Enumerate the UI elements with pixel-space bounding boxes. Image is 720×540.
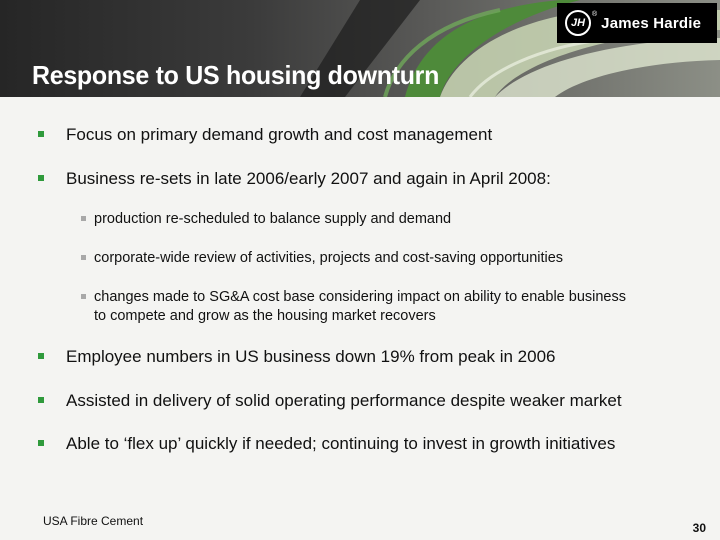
grey-square-bullet-icon <box>81 255 86 260</box>
green-square-bullet-icon <box>38 397 44 403</box>
bullet-text: Employee numbers in US business down 19% from peak in 2006 <box>66 347 556 366</box>
bullet-text: Business re-sets in late 2006/early 2007 and again in April 2008: <box>66 169 551 188</box>
green-square-bullet-icon <box>38 353 44 359</box>
sub-bullet-text: changes made to SG&A cost base considering impact on ability to enable business to compete and grow as the housing market recovers <box>94 289 626 324</box>
slide-title: Response to US housing downturn <box>32 60 440 90</box>
green-square-bullet-icon <box>38 175 44 181</box>
green-square-bullet-icon <box>38 440 44 446</box>
page-number: 30 <box>692 521 706 535</box>
bullet-text: Focus on primary demand growth and cost management <box>66 125 493 144</box>
registered-mark: ® <box>592 11 598 18</box>
header-banner <box>0 0 720 97</box>
james-hardie-logo <box>557 3 717 43</box>
brand-name: James Hardie <box>601 14 702 32</box>
logo-mark-text: JH <box>570 17 586 29</box>
grey-square-bullet-icon <box>81 294 86 299</box>
bullet-text: Assisted in delivery of solid operating performance despite weaker market <box>66 391 622 410</box>
green-square-bullet-icon <box>38 131 44 137</box>
footer-section-label: USA Fibre Cement <box>43 514 144 528</box>
bullet-text: Able to ‘flex up’ quickly if needed; continuing to invest in growth initiatives <box>66 434 616 453</box>
sub-bullet-text: production re-scheduled to balance supply and demand <box>94 211 452 227</box>
jh-logo-icon <box>565 10 591 36</box>
grey-square-bullet-icon <box>81 216 86 221</box>
sub-bullet-text: corporate-wide review of activities, projects and cost-saving opportunities <box>94 250 564 266</box>
